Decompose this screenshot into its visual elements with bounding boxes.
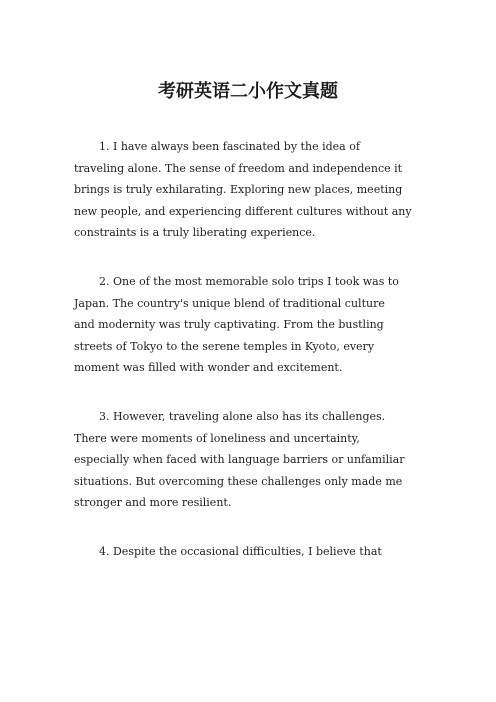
paragraph-2: 2. One of the most memorable solo trips I took was to Japan. The country's unique blend of traditional culture and modernity was truly captivating. From the bustling streets of Tokyo to the serene temples in Kyoto, every moment was filled with wonder and excitement. [74,274,399,375]
paragraph-4: 4. Despite the occasional difficulties, I believe that [99,544,382,558]
paragraph-1: 1. I have always been fascinated by the idea of traveling alone. The sense of freedom and independence it brings is truly exhilarating. Exploring new places, meeting new people, and experiencing different cultures without any constraints is a truly liberating experience. [74,140,412,240]
document-title: 考研英语二小作文真题 [158,81,338,102]
document-body [74,136,424,590]
paragraph-3: 3. However, traveling alone also has its challenges. There were moments of loneliness and uncertainty, especially when faced with language barriers or unfamiliar situations. But overcoming these challenges only made me stronger and more resilient. [74,409,405,510]
